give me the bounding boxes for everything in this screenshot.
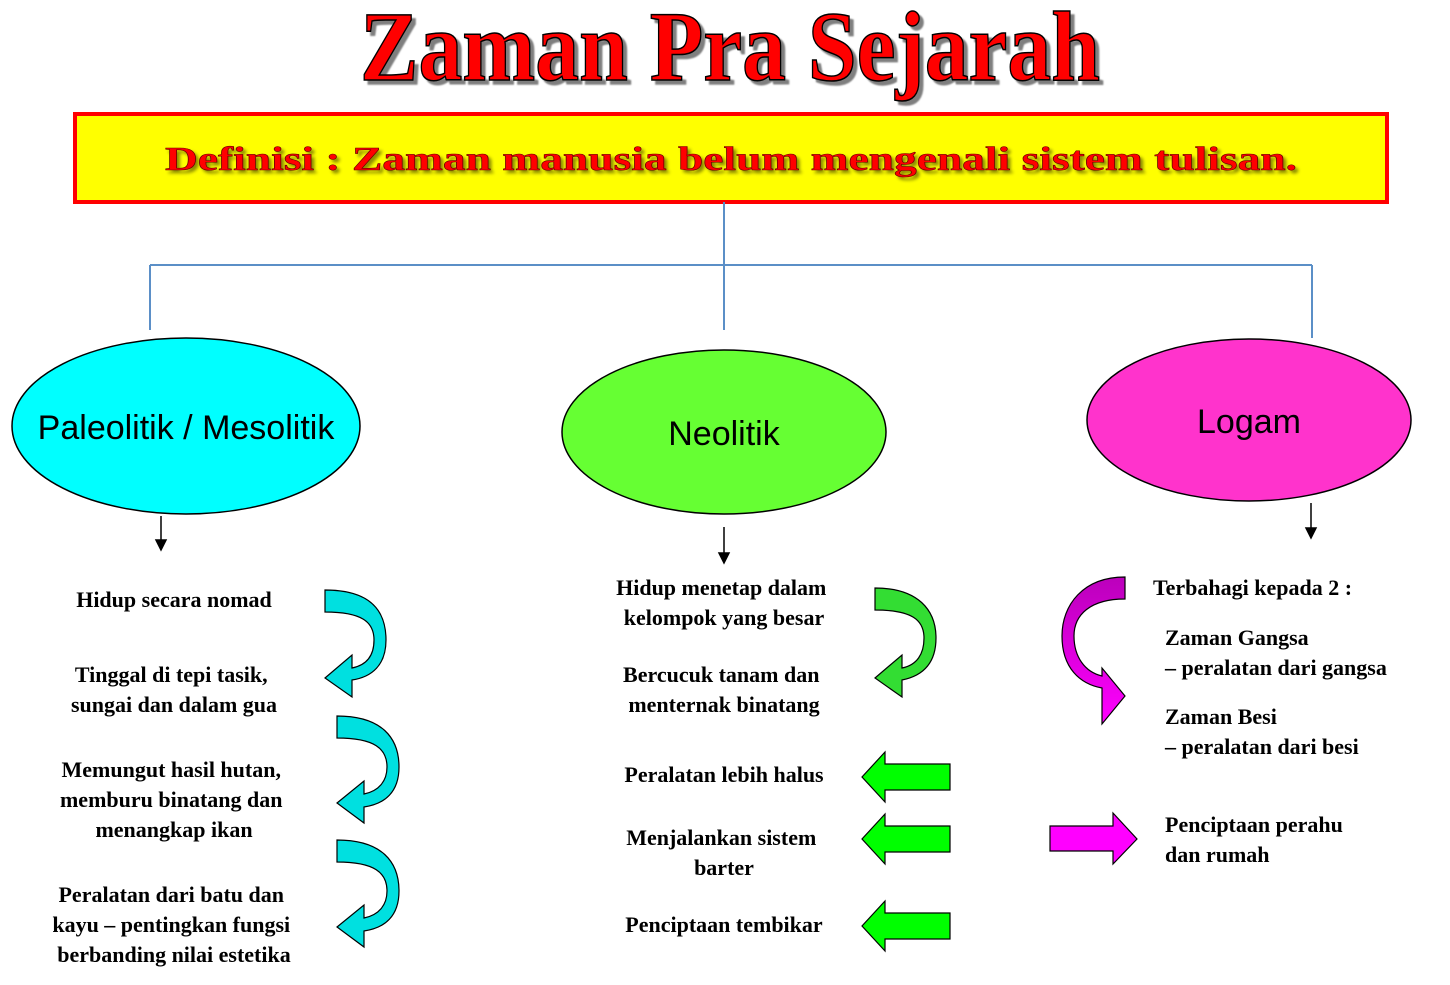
paleolitik-item-3-line-1: Memungut hasil hutan, [61, 757, 281, 782]
neolitik-item-3 [624, 762, 824, 787]
logam-perahu-line-1: Penciptaan perahu [1165, 812, 1343, 837]
neolitik-item-2-line-2: menternak binatang [628, 692, 820, 717]
paleolitik-item-1 [76, 587, 272, 612]
neolitik-item-2-line-1: Bercucuk tanam dan [623, 662, 820, 687]
paleolitik-item-2-line-1: Tinggal di tepi tasik, [74, 662, 268, 687]
neolitik-curved-arrow [875, 588, 936, 697]
logam-gangsa-line-1: Zaman Gangsa [1165, 625, 1309, 650]
logam-divided-line: Terbahagi kepada 2 : [1153, 575, 1353, 600]
neolitik-left-arrow-1 [862, 752, 950, 802]
logam-curved-arrow [1062, 577, 1125, 724]
logam-gangsa-line-2: – peralatan dari gangsa [1165, 655, 1387, 680]
neolitik-item-5 [625, 912, 823, 937]
logam-besi [1164, 704, 1359, 759]
neolitik-item-1 [616, 575, 832, 630]
logam-label: Logam [1197, 403, 1301, 441]
neolitik-item-1-line-1: Hidup menetap dalam [616, 575, 827, 600]
connector-lines [150, 202, 1312, 338]
neolitik-item-2 [623, 662, 825, 717]
neolitik-item-4-line-1: Menjalankan sistem [626, 825, 817, 850]
paleolitik-curved-arrow-2 [337, 716, 399, 823]
paleolitik-item-2 [71, 662, 277, 717]
paleolitik-item-4-line-1: Peralatan dari batu dan [58, 882, 285, 907]
logam-besi-line-2: – peralatan dari besi [1165, 734, 1359, 759]
neolitik-item-4 [626, 825, 822, 880]
paleolitik-item-4-line-3: berbanding nilai estetika [57, 942, 291, 967]
paleolitik-item-3-line-3: menangkap ikan [95, 817, 253, 842]
page-title: Zaman Pra Sejarah [360, 0, 1100, 102]
logam-besi-line-1: Zaman Besi [1165, 704, 1277, 729]
paleolitik-curved-arrow-1 [325, 590, 386, 697]
neolitik-left-arrow-3 [862, 901, 950, 951]
neolitik-left-arrow-2 [862, 814, 950, 864]
paleolitik-curved-arrow-3 [337, 840, 399, 947]
neolitik-item-1-line-2: kelompok yang besar [623, 605, 825, 630]
paleolitik-item-3-line-2: memburu binatang dan [59, 787, 283, 812]
paleolitik-item-4-line-2: kayu – pentingkan fungsi [52, 912, 291, 937]
paleolitik-item-4 [52, 882, 295, 967]
paleolitik-item-1-line-1: Hidup secara nomad [76, 587, 272, 612]
neolitik-item-3-line-1: Peralatan lebih halus [624, 762, 824, 787]
logam-divided-text [1153, 575, 1352, 600]
paleolitik-item-3 [60, 757, 288, 842]
logam-gangsa [1164, 625, 1387, 680]
neolitik-item-5-line-1: Penciptaan tembikar [625, 912, 823, 937]
neolitik-label: Neolitik [668, 415, 780, 453]
definition-text: Definisi : Zaman manusia belum mengenali sistem tulisan. [165, 141, 1297, 178]
logam-perahu [1165, 812, 1348, 867]
paleolitik-item-2-line-2: sungai dan dalam gua [70, 692, 278, 717]
paleolitik-label: Paleolitik / Mesolitik [37, 409, 335, 447]
logam-perahu-line-2: dan rumah [1165, 842, 1270, 867]
neolitik-item-4-line-2: barter [694, 855, 754, 880]
logam-right-arrow [1050, 813, 1137, 864]
